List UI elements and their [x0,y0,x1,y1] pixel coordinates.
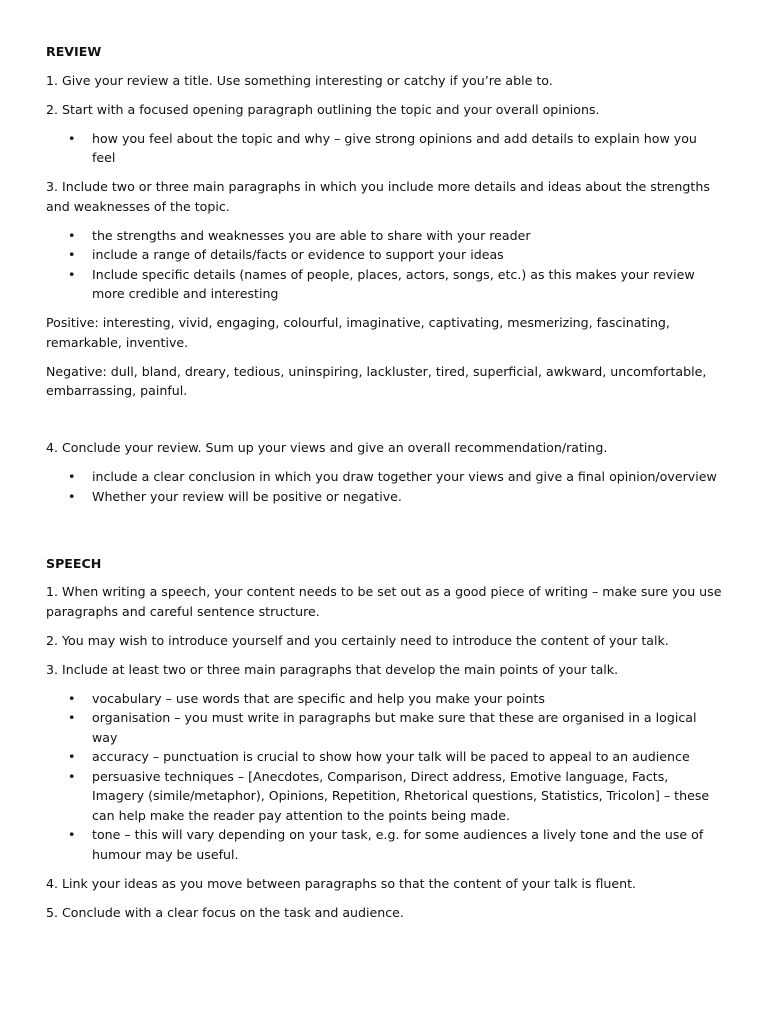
review-step-3: 3. Include two or three main paragraphs in which you include more details and ideas about the strengths and weaknesses of the topic. [46,179,710,214]
review-step-3-bullets [46,226,722,304]
bullet-icon: • [68,266,76,282]
review-step-2: 2. Start with a focused opening paragraph outlining the topic and your overall opinions. [46,101,600,117]
bullet-icon: • [68,130,76,146]
speech-step-3: 3. Include at least two or three main paragraphs that develop the main points of your talk. [46,661,619,677]
bullet-text: include a range of details/facts or evidence to support your ideas [92,247,504,262]
bullet-item [46,487,722,507]
speech-step-5: 5. Conclude with a clear focus on the task and audience. [46,904,404,920]
bullet-item [46,265,722,304]
review-step-2-bullets [46,129,722,168]
bullet-item [46,767,722,826]
review-step-4-bullets [46,467,722,506]
speech-step-3-bullets [46,689,722,865]
bullet-text: tone – this will vary depending on your task, e.g. for some audiences a lively tone and the use of humour may be useful. [92,827,704,862]
bullet-item [46,245,722,265]
speech-heading: SPEECH [46,555,102,571]
bullet-item [46,129,722,168]
negative-words: Negative: dull, bland, dreary, tedious, uninspiring, lackluster, tired, superficial, awkward, uncomfortable, embarrassing, painful. [46,363,707,398]
bullet-text: persuasive techniques – [Anecdotes, Comparison, Direct address, Emotive language, Facts, Imagery (simile/metaphor), Opinions, Repetition, Rhetorical questions, Statistics, Tricolon] – these can help make the reader pay attention to the points being made. [92,768,710,823]
bullet-item [46,825,722,864]
bullet-icon: • [68,227,76,243]
speech-step-4: 4. Link your ideas as you move between paragraphs so that the content of your talk is fluent. [46,875,637,891]
review-step-1: 1. Give your review a title. Use something interesting or catchy if you’re able to. [46,72,553,88]
bullet-text: how you feel about the topic and why – give strong opinions and add details to explain how you feel [92,130,697,165]
bullet-icon: • [68,710,76,725]
bullet-item [46,747,722,767]
speech-step-1: 1. When writing a speech, your content needs to be set out as a good piece of writing – make sure you use paragraphs and careful sentence structure. [46,584,722,619]
bullet-item [46,226,722,246]
bullet-text: Include specific details (names of people, places, actors, songs, etc.) as this makes your review more credible and interesting [92,266,695,301]
bullet-icon: • [68,827,76,842]
spacer [46,410,722,438]
bullet-icon: • [68,247,76,262]
bullet-item [46,467,722,487]
bullet-icon: • [68,749,76,764]
bullet-text: organisation – you must write in paragraphs but make sure that these are organised in a logical way [92,710,697,745]
review-step-4: 4. Conclude your review. Sum up your views and give an overall recommendation/rating. [46,440,608,455]
bullet-text: vocabulary – use words that are specific and help you make your points [92,690,545,706]
bullet-icon: • [68,768,76,784]
bullet-text: accuracy – punctuation is crucial to show how your talk will be paced to appeal to an audience [92,749,690,764]
bullet-icon: • [68,488,76,504]
bullet-icon: • [68,690,76,706]
bullet-icon: • [68,469,76,484]
spacer [46,516,722,554]
bullet-item [46,708,722,747]
speech-step-2: 2. You may wish to introduce yourself and you certainly need to introduce the content of your talk. [46,632,669,648]
positive-words: Positive: interesting, vivid, engaging, colourful, imaginative, captivating, mesmerizing, fascinating, remarkable, inventive. [46,315,670,350]
review-heading: REVIEW [46,44,102,59]
bullet-text: include a clear conclusion in which you draw together your views and give a final opinion/overview [92,469,717,484]
bullet-item [46,689,722,709]
bullet-text: the strengths and weaknesses you are able to share with your reader [92,227,531,243]
document-page [46,42,722,932]
bullet-text: Whether your review will be positive or negative. [92,488,402,504]
